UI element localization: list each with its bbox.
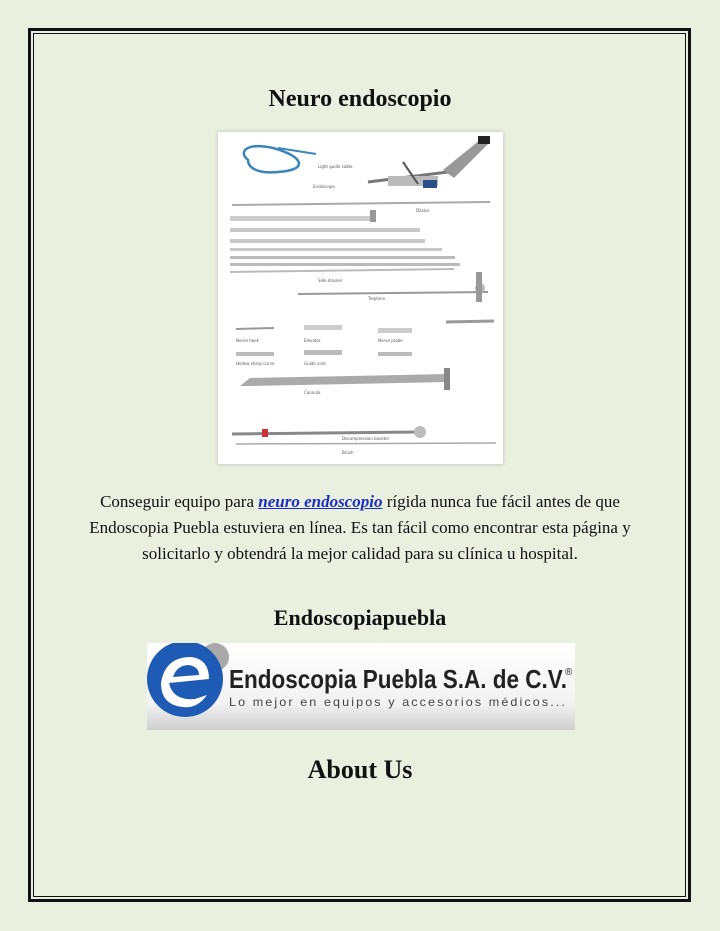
logo-e-icon: [147, 643, 223, 717]
label-elevator: Elevator: [304, 338, 321, 343]
label-guide-core: Guide core: [304, 361, 326, 366]
section-title-about-us: About Us: [307, 755, 413, 784]
intro-text-after: rígida nunca fue fácil antes de que Endoscopia Puebla estuviera en línea. Es tan fácil como encontrar esta página y solicitarlo y obtendrá la mejor calidad para su clínica u hospital.: [89, 492, 631, 563]
label-trephine: Trephine: [368, 296, 386, 301]
logo-tagline: Lo mejor en equipos y accesorios médicos...: [229, 695, 567, 709]
label-endoscope: Endoscope: [313, 184, 335, 189]
company-logo: [147, 643, 575, 730]
instrument-catalog-image: [218, 132, 503, 464]
logo-registered-mark: ®: [565, 667, 573, 678]
label-side-drainer: Side drainer: [318, 278, 343, 283]
label-cannula: Cannula: [304, 390, 321, 395]
intro-paragraph: [80, 489, 640, 567]
label-brush: Brush: [342, 450, 354, 455]
page-title: Neuro endoscopio: [268, 86, 452, 112]
neuro-endoscopio-link[interactable]: neuro endoscopio: [258, 492, 383, 511]
label-hollow-sharp-curve: Hollow sharp curve: [236, 361, 275, 366]
label-dilator: Dilator: [416, 208, 430, 213]
logo-company-name: Endoscopia Puebla S.A. de C.V.: [229, 664, 567, 694]
label-light-guide-cable: Light guide cable: [318, 164, 353, 169]
section-title-endoscopiapuebla: Endoscopiapuebla: [273, 605, 447, 630]
label-nerve-probe: Nerve probe: [378, 338, 403, 343]
label-decompression-booster: Decompression booster: [342, 436, 390, 441]
intro-text-before: Conseguir equipo para: [100, 492, 259, 511]
label-nerve-hook: Nerve hook: [236, 338, 259, 343]
